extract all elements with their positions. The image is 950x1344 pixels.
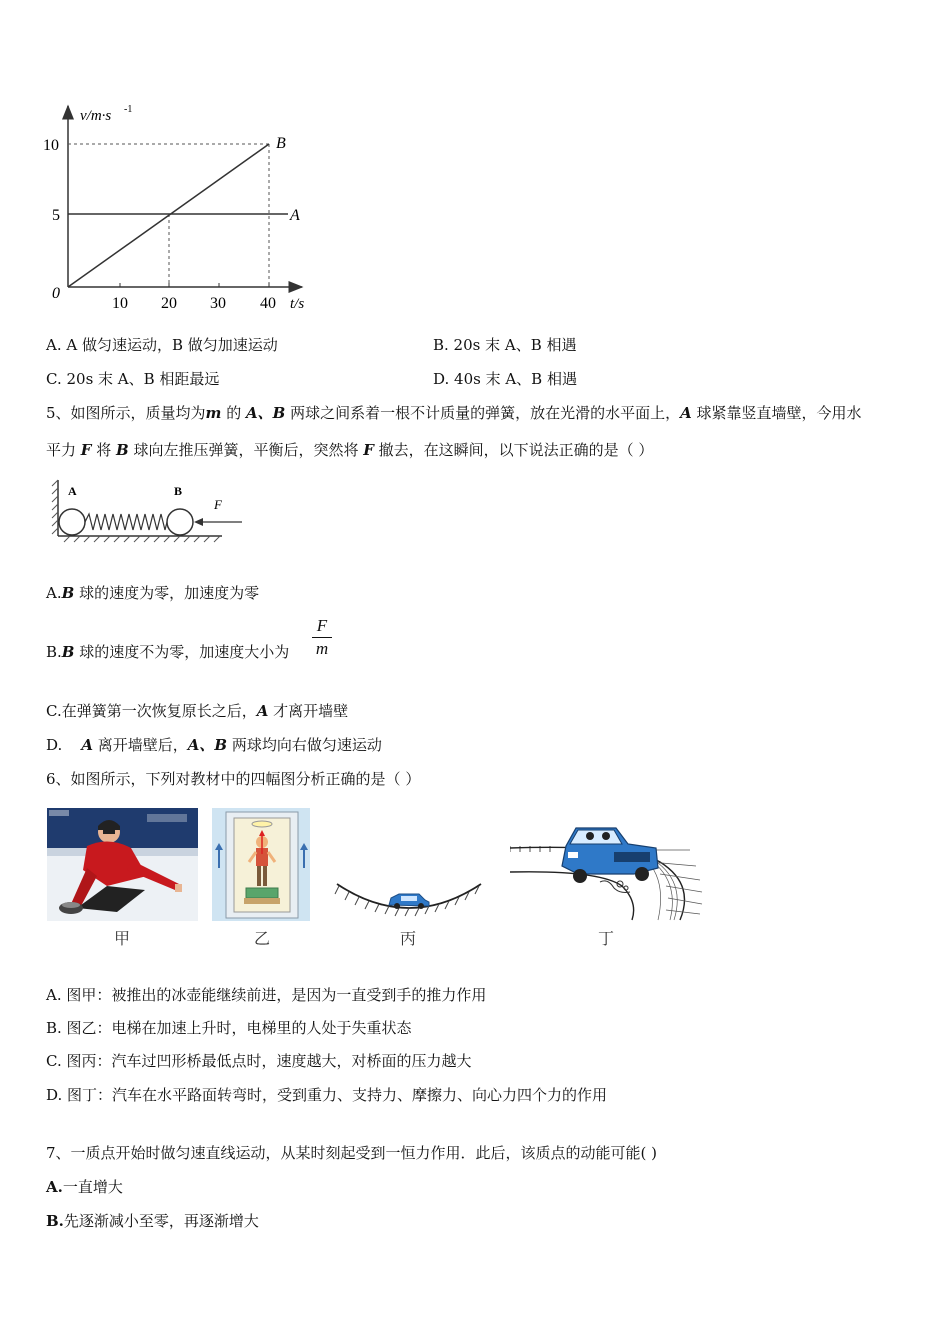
q7-option-b: B.先逐渐减小至零，再逐渐增大 — [46, 1212, 259, 1230]
x-tick-40: 40 — [260, 295, 276, 312]
curling-photo — [47, 808, 198, 921]
q4-option-c: C. 20s 末 A、B 相距最远 — [46, 370, 220, 388]
svg-text:A: A — [68, 484, 77, 498]
ball-a — [59, 509, 85, 535]
y-axis-exp: -1 — [124, 104, 133, 115]
q4-option-a: A. A 做匀速运动，B 做匀加速运动 — [46, 336, 278, 354]
bridge-figure — [333, 872, 485, 922]
q6-option-c: C. 图丙：汽车过凹形桥最低点时，速度越大，对桥面的压力越大 — [46, 1052, 472, 1070]
vt-graph — [40, 98, 330, 318]
svg-text:B: B — [174, 484, 183, 498]
line-b-label: B — [276, 135, 286, 152]
caption-yi: 乙 — [254, 929, 271, 948]
spring-figure — [50, 478, 250, 546]
x-tick-10: 10 — [112, 295, 128, 312]
elevator-figure — [212, 808, 310, 921]
caption-jia: 甲 — [114, 929, 131, 948]
line-a-label: A — [290, 207, 300, 224]
ball-b — [167, 509, 193, 535]
q4-option-b: B. 20s 末 A、B 相遇 — [433, 336, 577, 354]
caption-bing: 丙 — [400, 929, 417, 948]
q5-option-b: B.B 球的速度不为零，加速度大小为 — [46, 643, 290, 661]
q5-option-d: D. A 离开墙壁后，A、B 两球均向右做匀速运动 — [46, 736, 382, 754]
x-tick-30: 30 — [210, 295, 226, 312]
q5-stem-line1: 5、如图所示，质量均为m 的 A、B 两球之间系着一根不计质量的弹簧，放在光滑的水平面上，A 球紧靠竖直墙壁，今用水 — [46, 404, 862, 422]
x-axis-label: t/s — [290, 296, 305, 312]
y-tick-5: 5 — [52, 207, 60, 224]
q6-option-d: D. 图丁：汽车在水平路面转弯时，受到重力、支持力、摩擦力、向心力四个力的作用 — [46, 1086, 608, 1104]
line-b — [68, 144, 269, 287]
origin-label: 0 — [52, 285, 60, 302]
q4-option-d: D. 40s 末 A、B 相遇 — [433, 370, 577, 388]
q6-stem: 6、如图所示，下列对教材中的四幅图分析正确的是（ ） — [46, 770, 421, 788]
spring — [85, 514, 167, 530]
q7-option-a: A.一直增大 — [46, 1178, 123, 1196]
svg-text:F: F — [214, 497, 222, 512]
q5-stem-line2: 平力 F 将 B 球向左推压弹簧，平衡后，突然将 F 撤去，在这瞬间，以下说法正确的是（ ） — [46, 441, 654, 459]
q7-stem: 7、一质点开始时做匀速直线运动，从某时刻起受到一恒力作用．此后，该质点的动能可能( ) — [46, 1144, 658, 1162]
q5-option-c: C.在弹簧第一次恢复原长之后，A 才离开墙壁 — [46, 702, 349, 720]
q5-option-a: A.B 球的速度为零，加速度为零 — [46, 584, 260, 602]
q6-option-a: A. 图甲：被推出的冰壶能继续前进，是因为一直受到手的推力作用 — [46, 986, 487, 1004]
q6-option-b: B. 图乙：电梯在加速上升时，电梯里的人处于失重状态 — [46, 1019, 412, 1037]
x-tick-20: 20 — [161, 295, 177, 312]
y-tick-10: 10 — [43, 137, 59, 154]
caption-ding: 丁 — [598, 929, 615, 948]
y-axis-label: v/m·s — [80, 108, 112, 124]
car-turn-figure — [510, 822, 705, 922]
fraction-f-over-m: F m — [312, 615, 332, 660]
